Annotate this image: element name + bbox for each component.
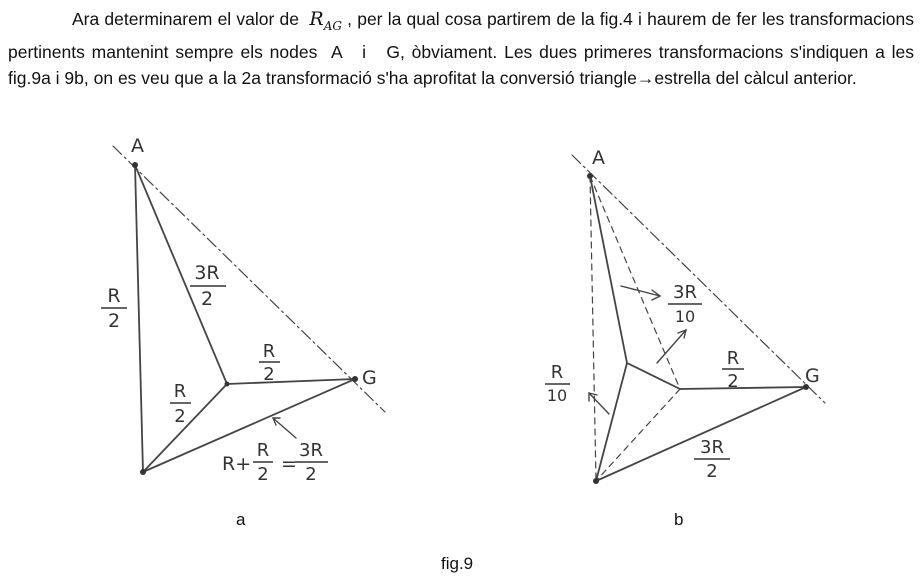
fig-a-pointer-arrow: [273, 418, 296, 438]
svg-text:2: 2: [263, 364, 275, 385]
fig-a-label-bottom: [222, 440, 328, 485]
figure-b-diagram: [572, 155, 825, 481]
fig-b-label-right: [722, 348, 744, 392]
svg-text:2: 2: [174, 406, 186, 427]
fig-a-label-top: [190, 262, 226, 310]
fig-a-label-lower: [170, 381, 191, 427]
svg-text:R: R: [262, 341, 276, 362]
svg-text:10: 10: [674, 307, 696, 326]
paragraph-text-1: Ara determinarem el valor de: [72, 9, 299, 29]
fig-b-node-a-dot: [587, 173, 593, 179]
svg-text:2: 2: [706, 461, 718, 482]
svg-text:2: 2: [305, 464, 317, 485]
fig-a-edge-a-bottom: [135, 165, 143, 472]
figure-caption: fig.9: [441, 554, 474, 573]
svg-text:3R: 3R: [673, 282, 697, 303]
fig-b-dashed-a-bottom: [590, 176, 596, 481]
node-a-ref: A: [330, 41, 342, 62]
fig-a-node-g-dot: [352, 376, 358, 382]
fig-b-node-bottom-dot: [593, 478, 599, 484]
caption-b: b: [674, 510, 684, 529]
svg-text:R: R: [107, 285, 121, 307]
fig-a-edge-center-g: [227, 379, 355, 384]
svg-text:R: R: [726, 348, 740, 369]
fig-a-node-center-dot: [225, 382, 230, 387]
svg-text:2: 2: [257, 464, 269, 485]
caption-a: a: [236, 510, 246, 529]
fig-a-dashdot-line: [113, 146, 385, 412]
svg-text:R+: R+: [222, 453, 252, 475]
math-r-ag: $R_{AG}$: [309, 8, 342, 33]
svg-text:R: R: [173, 381, 187, 402]
fig-a-node-a-dot: [132, 162, 138, 168]
paragraph-text-4: estrella del càlcul anterior.: [654, 67, 857, 88]
fig-b-label-top: [668, 282, 702, 326]
fig-a-label-right: [259, 341, 280, 385]
paragraph-text-2: , per la qual cosa partirem de la fig.4 i haurem de fer les transformacions pertinents mantenint sempre els nodes: [8, 9, 914, 62]
fig-a-label-node-g: G: [362, 367, 377, 389]
fig-b-label-left: [545, 362, 570, 405]
paragraph-text-3: , òbviament. Les dues primeres transformacions s'indiquen a les fig.9a i 9b, on es veu que a la 2a transformació s'ha aprofitat la conversió triangle: [8, 41, 914, 88]
svg-text:2: 2: [107, 310, 121, 332]
fig-a-label-left: [101, 285, 127, 332]
fig-b-label-node-a: A: [592, 147, 605, 169]
arrow-symbol: →: [636, 67, 655, 88]
svg-text:=: =: [281, 453, 297, 475]
fig-b-pointer-up-arrow: [657, 330, 686, 363]
fig-b-label-node-g: G: [805, 365, 820, 387]
fig-a-node-bottom-dot: [140, 469, 146, 475]
svg-text:3R: 3R: [299, 440, 323, 461]
fig-b-dashed-a-inner: [590, 176, 680, 389]
svg-text:R: R: [256, 440, 270, 461]
fig-b-pointer-left-arrow: [589, 393, 609, 414]
conj-text: i: [362, 41, 366, 62]
svg-text:R: R: [550, 362, 564, 383]
node-g-ref: G: [386, 41, 401, 62]
svg-text:2: 2: [200, 288, 214, 310]
svg-text:3R: 3R: [194, 262, 220, 284]
svg-text:10: 10: [546, 386, 568, 405]
fig-b-label-bottom: [694, 437, 730, 482]
svg-text:2: 2: [727, 371, 739, 392]
fig-a-label-node-a: A: [131, 135, 144, 157]
fig-b-edge-star-inner: [627, 363, 680, 389]
fig-b-edge-inner-g: [680, 387, 806, 389]
fig-b-edge-bottom-g: [596, 387, 806, 481]
figure-a-diagram: [113, 146, 385, 472]
svg-text:3R: 3R: [700, 437, 724, 458]
